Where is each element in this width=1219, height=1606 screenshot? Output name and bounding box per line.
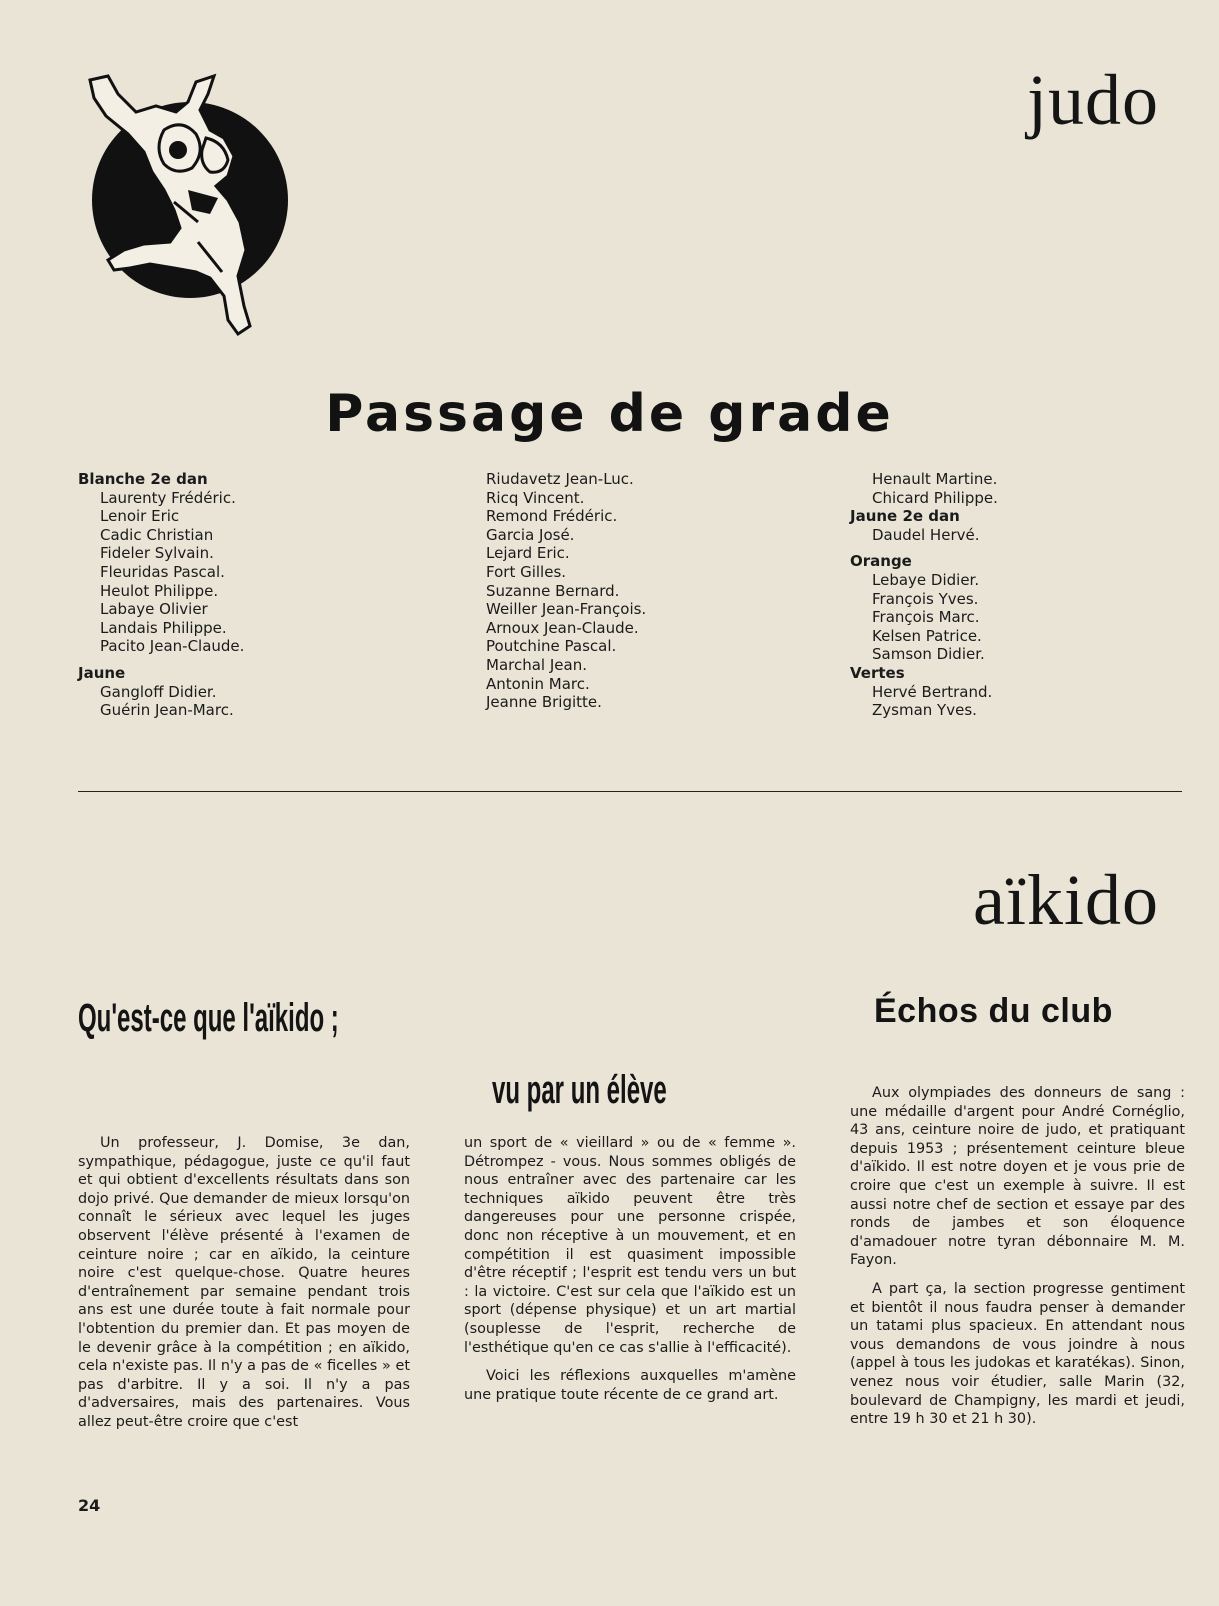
- grade-heading: Jaune: [78, 663, 126, 682]
- grade-name: Labaye Olivier: [100, 600, 208, 619]
- spacer: [850, 544, 1180, 552]
- grade-name: Fort Gilles.: [486, 562, 567, 581]
- grade-name: Antonin Marc.: [486, 674, 590, 693]
- article-column-2: [464, 1134, 796, 1404]
- grade-name: Lenoir Eric: [100, 507, 180, 526]
- grade-name: Kelsen Patrice.: [872, 626, 982, 645]
- grade-name: Marchal Jean.: [486, 655, 587, 674]
- grade-name: Weiller Jean-François.: [486, 600, 647, 619]
- grade-name: Lebaye Didier.: [872, 570, 980, 589]
- grade-name: Arnoux Jean-Claude.: [486, 618, 639, 637]
- grade-name: Chicard Philippe.: [872, 488, 998, 507]
- echos-paragraph-1: Aux olympiades des donneurs de sang : une médaille d'argent pour André Cornéglio, 43 ans, ceinture noire de judo, et pratiquant depuis 1953 ; présentement ceinture bleue d'aïkido. Il est notre doyen et je vous prie de croire que c'est un exemple à suivre. Il est aussi notre chef de section et essaye par des ronds de jambes et son éloquence d'amadouer notre tyran débonnaire M. M. Fayon.: [850, 1085, 1185, 1269]
- grade-name: Henault Martine.: [872, 470, 998, 488]
- grade-name: Ricq Vincent.: [486, 488, 585, 507]
- grade-name: Landais Philippe.: [100, 618, 227, 637]
- grade-name: François Yves.: [872, 589, 979, 608]
- grade-heading: Vertes: [850, 663, 905, 682]
- article-title-line1: Qu'est-ce que l'aïkido ;: [78, 996, 339, 1040]
- grade-name: Hervé Bertrand.: [872, 682, 993, 701]
- grade-name: Jeanne Brigitte.: [486, 693, 602, 712]
- grade-name: Garcia José.: [486, 525, 575, 544]
- grade-name: Zysman Yves.: [872, 701, 977, 720]
- grade-column-2: [486, 470, 816, 712]
- grade-name: Pacito Jean-Claude.: [100, 637, 245, 656]
- passage-de-grade-title: Passage de grade: [325, 384, 894, 444]
- grade-name: Laurenty Frédéric.: [100, 488, 236, 507]
- grade-name: Samson Didier.: [872, 645, 985, 664]
- grade-heading: Orange: [850, 552, 912, 571]
- grade-name: Fideler Sylvain.: [100, 544, 214, 563]
- grade-name: Riudavetz Jean-Luc.: [486, 470, 634, 488]
- article-paragraph-1: Un professeur, J. Domise, 3e dan, sympathique, pédagogue, juste ce qu'il faut et qui obtient d'excellents résultats dans son dojo privé. Que demander de mieux lorsqu'on connaît le sérieux avec lequel les juges observent l'élève présenté à l'examen de ceinture noire ; car en aïkido, la ceinture noire c'est quelque-chose. Quatre heures d'entraînement par semaine pendant trois ans est une durée toute à fait normale pour l'obtention du premier dan. Et pas moyen de le devenir grâce à la compétition ; en aïkido, cela n'existe pas. Il n'y a pas de « ficelles » et pas d'arbitre. Il y a soi. Il n'y a pas d'adversaires, mais des partenaires. Vous allez peut-être croire que c'est: [78, 1135, 410, 1430]
- grade-name: Poutchine Pascal.: [486, 637, 617, 656]
- grade-column-3: [850, 470, 1180, 720]
- grade-heading: Jaune 2e dan: [850, 507, 960, 526]
- judoka-logo-icon: [78, 72, 296, 342]
- grade-name: François Marc.: [872, 608, 980, 627]
- article-paragraph-3: Voici les réflexions auxquelles m'amène une pratique toute récente de ce grand art.: [464, 1368, 796, 1403]
- grade-name: Remond Frédéric.: [486, 507, 618, 526]
- page-number: 24: [78, 1496, 101, 1515]
- grade-name: Lejard Eric.: [486, 544, 570, 563]
- aikido-section-label: aïkido: [973, 860, 1159, 940]
- grade-name: Suzanne Bernard.: [486, 581, 620, 600]
- judo-section-label: judo: [1026, 60, 1159, 140]
- grade-column-1: [78, 470, 408, 720]
- echos-column: [850, 1084, 1185, 1429]
- article-paragraph-2: un sport de « vieillard » ou de « femme ». Détrompez - vous. Nous sommes obligés de nous entraîner avec des partenaire car les techniques aïkido peuvent être très dangereuses pour une personne crispée, donc non réceptive à un mouvement, et en compétition il est quasiment impossible d'être réceptif ; l'esprit est tendu vers un but : la victoire. C'est sur cela que l'aïkido est un sport (dépense physique) et un art martial (souplesse de l'esprit, recherche de l'esthétique qu'en ce cas s'allie à l'efficacité).: [464, 1135, 796, 1356]
- grade-heading: Blanche 2e dan: [78, 470, 208, 488]
- echos-paragraph-2: A part ça, la section progresse gentiment et bientôt il nous faudra penser à demander un tatami plus spacieux. En attendant nous vous demandons de vous joindre à nous (appel à tous les judokas et karatékas). Sinon, venez nous voir étudier, salle Marin (32, boulevard de Champigny, les mardi et jeudi, entre 19 h 30 et 21 h 30).: [850, 1280, 1185, 1428]
- article-title-line2: vu par un élève: [492, 1068, 667, 1112]
- article-column-1: [78, 1134, 410, 1432]
- grade-name: Guérin Jean-Marc.: [100, 701, 234, 720]
- grade-name: Gangloff Didier.: [100, 682, 217, 701]
- grade-name: Daudel Hervé.: [872, 525, 980, 544]
- spacer: [78, 656, 408, 664]
- grade-name: Fleuridas Pascal.: [100, 562, 225, 581]
- echos-title: Échos du club: [874, 992, 1113, 1030]
- section-divider: [78, 791, 1182, 792]
- grade-name: Cadic Christian: [100, 525, 214, 544]
- grade-name: Heulot Philippe.: [100, 581, 219, 600]
